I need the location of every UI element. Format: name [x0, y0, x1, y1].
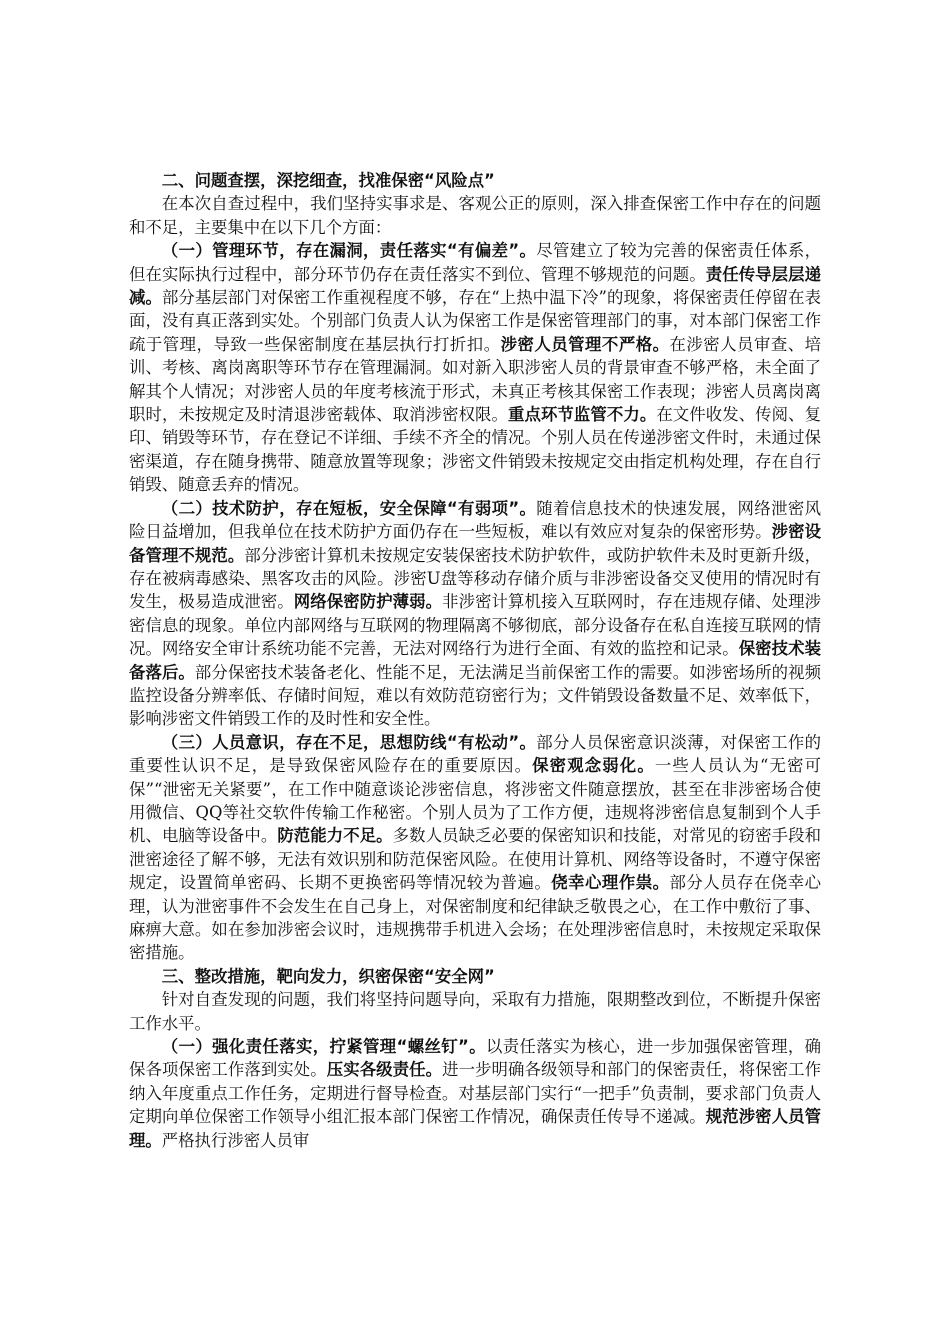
item-text: 部分保密技术装备老化、性能不足，无法满足当前保密工作的需要。如涉密场所的视频监控设备分辨率低、存储时间短，难以有效防范窃密行为；文件销毁设备数量不足、效率低下，影响涉密文件销毁工作的及时性和安全性。 — [129, 662, 822, 729]
item-title: （三）人员意识，存在不足，思想防线“有松动”。 — [161, 732, 537, 752]
item-keyword: 防范能力不足。 — [277, 826, 393, 846]
item-keyword: 涉密人员管理不严格。 — [500, 334, 670, 354]
section-3-item-1 — [129, 1035, 821, 1152]
item-title: （二）技术防护，存在短板，安全保障“有弱项”。 — [161, 498, 537, 518]
item-text: 一些人员认为“无密可保”“泄密无关紧要”，在工作中随意谈论涉密信息，将涉密文件随意摆放，甚至在非涉密场合使用微信、QQ等社交软件传输工作秘密。个别人员为了工作方便，违规将涉密信息复制到个人手机、电脑等设备中。 — [129, 756, 821, 846]
item-keyword: 责任传导层层递减。 — [129, 264, 822, 308]
item-keyword: 保密技术装备落后。 — [129, 639, 822, 682]
item-keyword: 网络保密防护薄弱。 — [293, 592, 443, 612]
section-2-item-3 — [129, 731, 821, 965]
section-2-item-1 — [129, 239, 821, 496]
item-keyword: 保密观念弱化。 — [532, 756, 655, 776]
item-text: 在文件收发、传阅、复印、销毁等环节，存在登记不详细、手续不齐全的情况。个别人员在传递涉密文件时，未通过保密渠道，存在随身携带、随意放置等现象；涉密文件销毁未按规定交由指定机构处理，存在自行销毁、随意丢弃的情况。 — [129, 405, 822, 495]
item-text: 部分人员保密意识淡薄，对保密工作的重要性认识不足，是导致保密风险存在的重要原因。 — [129, 732, 821, 776]
section-3-intro: 针对自查发现的问题，我们将坚持问题导向，采取有力措施，限期整改到位，不断提升保密工作水平。 — [129, 990, 821, 1033]
item-keyword: 重点环节监管不力。 — [508, 405, 657, 425]
item-text: 部分涉密计算机未按规定安装保密技术防护软件，或防护软件未及时更新升级，存在被病毒感染、黑客攻击的风险。涉密U盘等移动存储介质与非涉密设备交叉使用的情况时有发生，极易造成泄密。 — [129, 545, 822, 612]
item-title: （一）管理环节，存在漏洞，责任落实“有偏差”。 — [161, 241, 537, 261]
item-title: （一）强化责任落实，拧紧管理“螺丝钉”。 — [161, 1037, 486, 1057]
item-text: 多数人员缺乏必要的保密知识和技能，对常见的窃密手段和泄密途径了解不够，无法有效识别和防范保密风险。在使用计算机、网络等设备时，不遵守保密规定，设置简单密码、长期不更换密码等情况较为普遍。 — [129, 826, 822, 893]
item-keyword: 压实各级责任。 — [326, 1060, 443, 1080]
item-text: 部分基层部门对保密工作重视程度不够，存在“上热中温下冷”的现象，将保密责任停留在表面，没有真正落到实处。个别部门负责人认为保密工作是保密管理部门的事，对本部门保密工作疏于管理，导致一些保密制度在基层执行打折扣。 — [129, 288, 821, 354]
item-text: 以责任落实为核心，进一步加强保密管理，确保各项保密工作落到实处。 — [129, 1037, 821, 1080]
item-text: 非涉密计算机接入互联网时，存在违规存储、处理涉密信息的现象。单位内部网络与互联网的物理隔离不够彻底，部分设备存在私自连接互联网的情况。网络安全审计系统功能不完善，无法对网络行为进行全面、有效的监控和记录。 — [129, 592, 822, 659]
item-keyword: 侥幸心理作祟。 — [551, 873, 670, 893]
section-2-item-2 — [129, 497, 821, 731]
section-2-heading: 二、问题查摆，深挖细查，找准保密“风险点” — [161, 171, 495, 190]
section-2-intro: 在本次自查过程中，我们坚持实事求是、客观公正的原则，深入排查保密工作中存在的问题和不足，主要集中在以下几个方面： — [129, 194, 821, 237]
document-page — [129, 169, 821, 1152]
item-text: 部分人员存在侥幸心理，认为泄密事件不会发生在自己身上，对保密制度和纪律缺乏敬畏之心，在工作中敷衍了事、麻痹大意。如在参加涉密会议时，违规携带手机进入会场；在处理涉密信息时，未按规定采取保密措施。 — [129, 873, 822, 963]
item-text: 尽管建立了较为完善的保密责任体系，但在实际执行过程中，部分环节仍存在责任落实不到位、管理不够规范的问题。 — [129, 241, 821, 284]
item-keyword: 规范涉密人员管理。 — [129, 1107, 822, 1150]
section-3-heading: 三、整改措施，靶向发力，织密保密“安全网” — [161, 966, 495, 986]
item-keyword: 涉密设备管理不规范。 — [129, 522, 822, 565]
item-text: 在涉密人员审查、培训、考核、离岗离职等环节存在管理漏洞。如对新入职涉密人员的背景审查不够严格，未全面了解其个人情况；对涉密人员的年度考核流于形式，未真正考核其保密工作表现；涉密人员离岗离职时，未按规定及时清退涉密载体、取消涉密权限。 — [129, 334, 822, 425]
item-text: 随着信息技术的快速发展，网络泄密风险日益增加，但我单位在技术防护方面仍存在一些短板，难以有效应对复杂的保密形势。 — [129, 498, 821, 542]
item-text: 严格执行涉密人员审 — [161, 1130, 310, 1150]
item-text: 进一步明确各级领导和部门的保密责任，将保密工作纳入年度重点工作任务，定期进行督导检查。对基层部门实行“一把手”负责制，要求部门负责人定期向单位保密工作领导小组汇报本部门保密工作情况，确保责任传导不递减。 — [129, 1060, 822, 1127]
